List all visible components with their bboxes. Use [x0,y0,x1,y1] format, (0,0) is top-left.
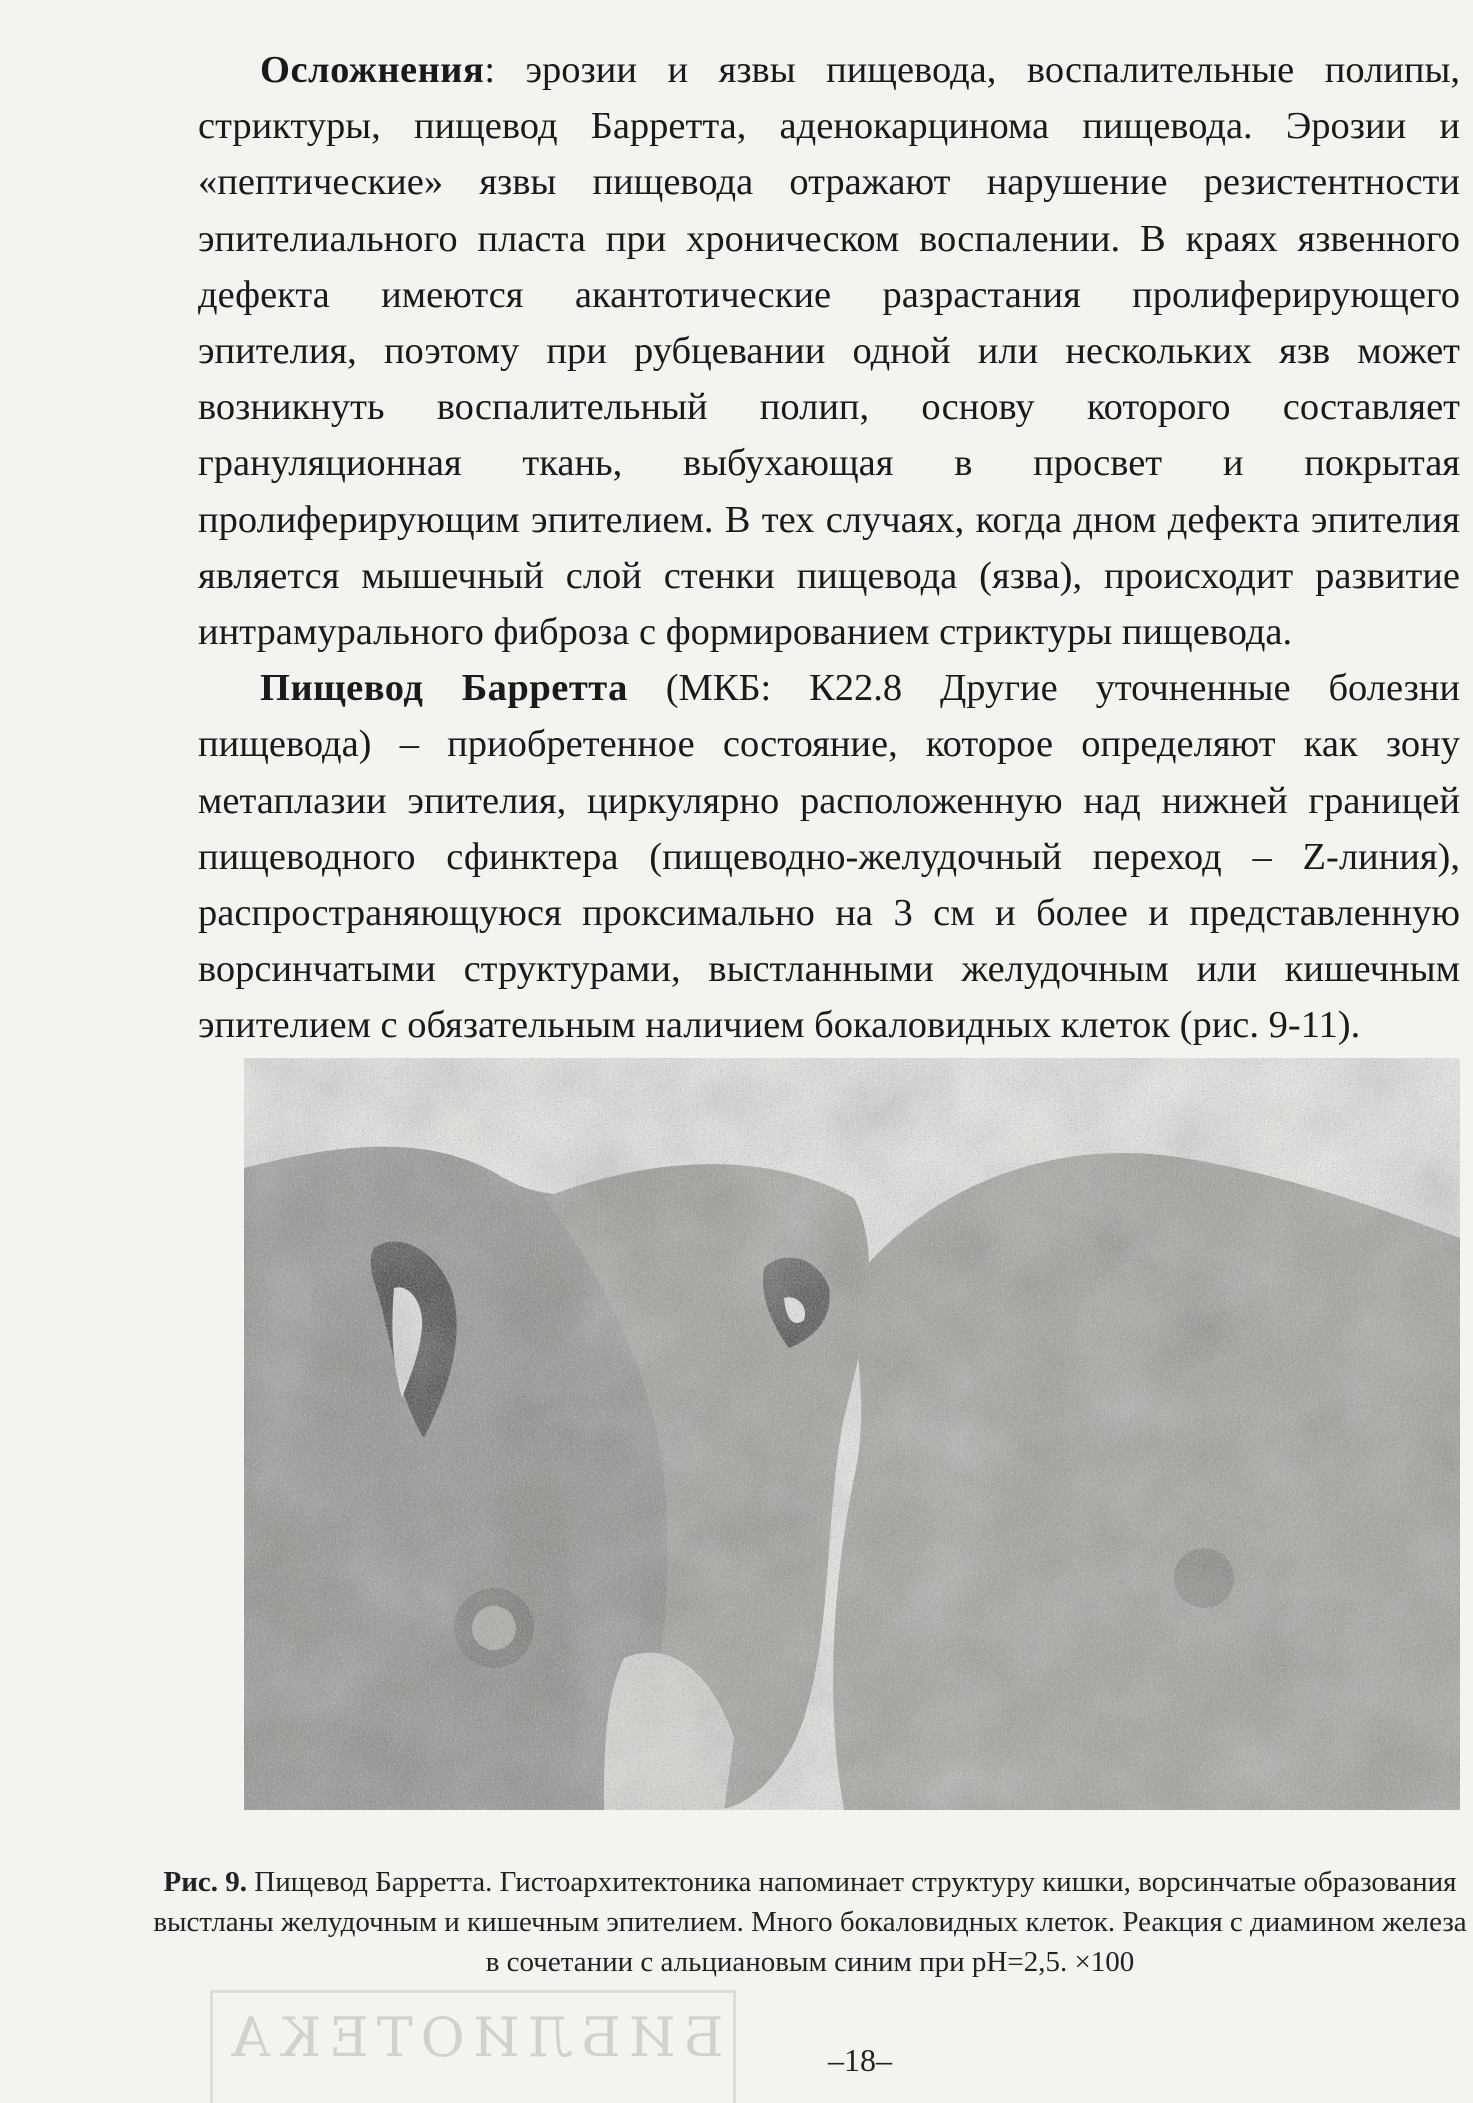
page-number: –18– [828,2042,892,2078]
body-text [198,42,1460,1054]
figure-caption-text: Пищевод Барретта. Гистоархитектоника напоминает структуру кишки, ворсинчатые образования выстланы желудочным и кишечным эпителием. Много бокаловидных клеток. Реакция с диамином железа в сочетании с альциановым синим при рН=2,5. ×100 [153,1866,1467,1978]
figure-caption [150,1862,1470,1982]
histology-micrograph [244,1058,1460,1810]
paragraph-barrett-text: (МКБ: К22.8 Другие уточненные болезни пищевода) – приобретенное состояние, которое определяют как зону метаплазии эпителия, циркулярно расположенную над нижней границей пищеводного сфинктера (пищеводно-желудочный переход – Z-линия), распространяющуюся проксимально на 3 см и более и представленную ворсинчатыми структурами, выстланными желудочным или кишечным эпителием с обязательным наличием бокаловидных клеток (рис. 9-11). [198,667,1460,1047]
library-stamp: БИБЛИОТЕКА [210,1990,736,2103]
paragraph-complications-text: : эрозии и язвы пищевода, воспалительные полипы, стриктуры, пищевод Барретта, аденокарцинома пищевода. Эрозии и «пептические» язвы пищевода отражают нарушение резистентности эпителиального пласта при хроническом воспалении. В краях язвенного дефекта имеются акантотические разрастания пролиферирующего эпителия, поэтому при рубцевании одной или нескольких язв может возникнуть воспалительный полип, основу которого составляет грануляционная ткань, выбухающая в просвет и покрытая пролиферирующим эпителием. В тех случаях, когда дном дефекта эпителия является мышечный слой стенки пищевода (язва), происходит развитие интрамурального фиброза с формированием стриктуры пищевода. [198,49,1460,654]
paragraph-complications [198,42,1460,660]
term-barrett: Пищевод Барретта [260,667,628,710]
term-complications: Осложнения [260,49,485,91]
figure-caption-label: Рис. 9. [163,1866,248,1898]
paragraph-barrett [198,660,1460,1053]
micrograph-image [244,1058,1460,1810]
